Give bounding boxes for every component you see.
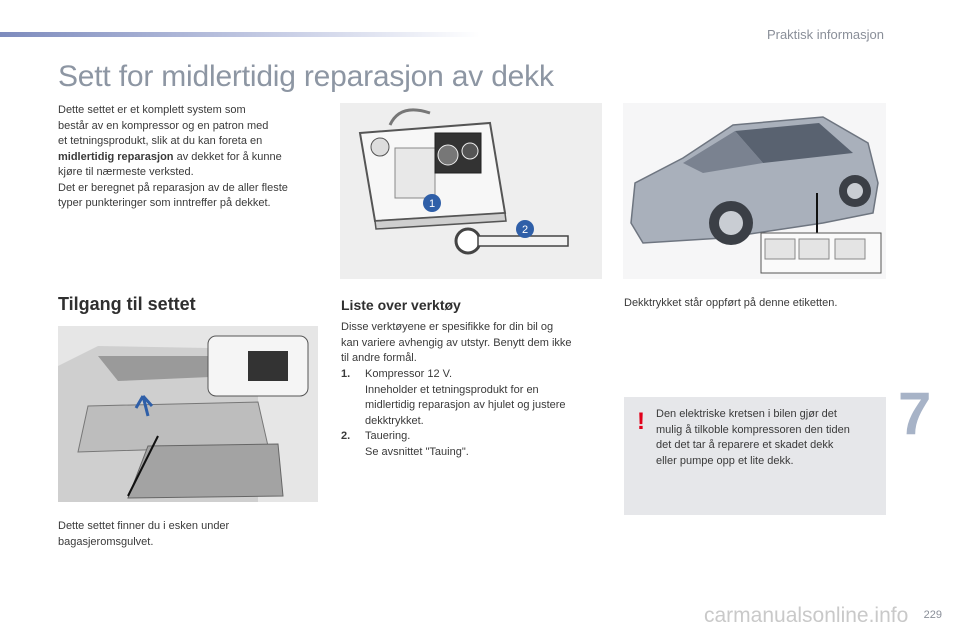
warning-box xyxy=(624,397,886,515)
intro-line: et tetningsprodukt, slik at du kan foreta en xyxy=(58,135,263,147)
warning-line: mulig å tilkoble kompressoren den tiden xyxy=(656,423,850,436)
chapter-number: 7 xyxy=(898,380,932,447)
callout-2-label: 2 xyxy=(521,224,529,236)
page-number: 229 xyxy=(923,609,942,621)
location-line: bagasjeromsgulvet. xyxy=(58,535,154,548)
section-title: Praktisk informasjon xyxy=(766,27,884,42)
intro-line: Dette settet er et komplett system som xyxy=(58,104,246,116)
intro-line-rest: av dekket for å kunne xyxy=(173,150,282,163)
tools-list xyxy=(341,367,603,460)
tools-intro-line: Disse verktøyene er spesifikke for din bil og xyxy=(341,321,554,333)
list-item-line: midlertidig reparasjon av hjulet og justere xyxy=(365,399,566,411)
tire-label-caption: Dekktrykket står oppført på denne etiketten. xyxy=(624,297,838,309)
kit-location-text xyxy=(58,519,308,550)
header-accent-bar xyxy=(0,32,480,37)
warning-line: eller pumpe opp et lite dekk. xyxy=(656,454,794,467)
tools-intro-line: kan variere avhengig av utstyr. Benytt dem ikke xyxy=(341,336,572,349)
list-item-line: Tauering. xyxy=(365,430,411,442)
intro-line: Det er beregnet på reparasjon av de aller fleste xyxy=(58,181,288,194)
intro-line xyxy=(58,150,323,166)
warning-line: det det tar å reparere et skadet dekk xyxy=(656,439,834,451)
warning-text xyxy=(656,407,878,469)
list-item-line: Kompressor 12 V. xyxy=(365,368,453,380)
list-item xyxy=(341,367,603,429)
tools-intro-line: til andre formål. xyxy=(341,352,417,364)
access-heading: Tilgang til settet xyxy=(58,294,196,314)
exclamation-icon: ! xyxy=(637,408,645,435)
intro-line: består av en kompressor og en patron med xyxy=(58,119,269,132)
list-item-number: 1. xyxy=(341,368,351,380)
watermark: carmanualsonline.info xyxy=(704,604,909,627)
car-tire-label-illustration xyxy=(623,103,886,279)
page-title: Sett for midlertidig reparasjon av dekk xyxy=(58,60,554,93)
bold-phrase: midlertidig reparasjon xyxy=(58,150,174,163)
intro-line: typer punkteringer som inntreffer på dekket. xyxy=(58,197,271,209)
list-item xyxy=(341,429,603,460)
list-item-line: Se avsnittet "Tauing". xyxy=(365,445,469,458)
trunk-kit-location-illustration xyxy=(58,326,318,502)
intro-text xyxy=(58,103,323,212)
list-item-line: Inneholder et tetningsprodukt for en xyxy=(365,383,539,396)
location-line: Dette settet finner du i esken under xyxy=(58,520,230,532)
tools-heading: Liste over verktøy xyxy=(341,297,461,313)
tools-intro xyxy=(341,320,603,367)
warning-line: Den elektriske kretsen i bilen gjør det xyxy=(656,408,837,420)
callout-1-label: 1 xyxy=(428,198,436,210)
list-item-number: 2. xyxy=(341,430,351,442)
repair-kit-illustration xyxy=(340,103,602,279)
intro-line: kjøre til nærmeste verksted. xyxy=(58,166,194,178)
list-item-line: dekktrykket. xyxy=(365,414,424,427)
